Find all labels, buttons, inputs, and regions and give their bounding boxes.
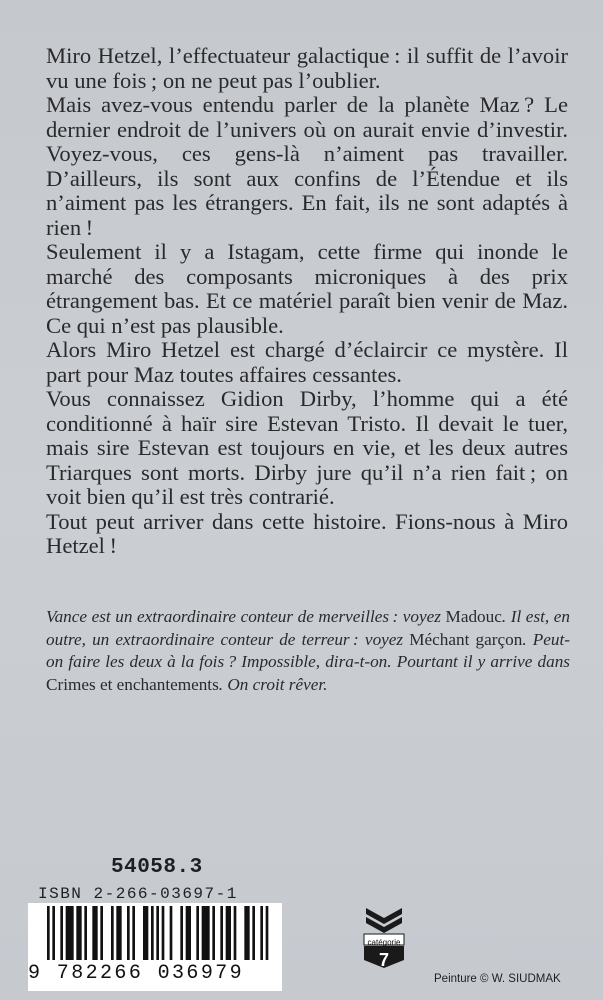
barcode-bar xyxy=(84,906,87,960)
book-title-mechant-garcon: Méchant garçon xyxy=(409,629,523,649)
barcode-bar xyxy=(180,906,183,960)
book-title-madouc: Madouc xyxy=(445,607,502,626)
barcode-bar xyxy=(234,906,237,960)
book-title-crimes-et-enchantements: Crimes et enchantements xyxy=(46,674,219,694)
barcode-bar xyxy=(47,906,50,960)
barcode-bar xyxy=(52,906,55,960)
blurb-paragraph: Mais avez-vous entendu parler de la planète Maz ? Le dernier endroit de l’univers où on aurait envie d’investir. Voyez-vous, ces gens-là n’aiment pas travailler. D’ailleurs, ils sont aux confins de l’Étendue et ils n’aiment pas les étrangers. En fait, ils ne sont adaptés à rien ! xyxy=(46,92,568,240)
barcode-bar xyxy=(66,906,74,960)
barcode-bar xyxy=(244,906,249,960)
barcode-bar xyxy=(132,906,135,960)
barcode-bar xyxy=(143,906,148,960)
barcode-bar xyxy=(76,906,81,960)
barcode-bar xyxy=(92,906,97,960)
review-text: . Il est, en outre, un extraordinaire conteur de terreur : voyez xyxy=(46,607,570,649)
barcode-bar xyxy=(151,906,154,960)
barcode-bar xyxy=(60,906,63,960)
review-text: Vance est un extraordinaire conteur de merveilles : voyez xyxy=(46,607,446,626)
barcode-bar xyxy=(212,906,215,960)
barcode-bar xyxy=(266,906,269,960)
category-number: 7 xyxy=(378,950,389,970)
barcode-bar xyxy=(170,906,173,960)
review-text: . On croit rêver. xyxy=(218,674,328,694)
blurb-paragraph: Alors Miro Hetzel est chargé d’éclaircir ce mystère. Il part pour Maz toutes affaires cessantes. xyxy=(46,337,568,387)
barcode-bar xyxy=(260,906,263,960)
barcode-bar xyxy=(252,906,255,960)
barcode-bar xyxy=(127,906,130,960)
isbn-number: ISBN 2-266-03697-1 xyxy=(38,885,238,903)
review-quote xyxy=(46,606,570,696)
cover-art-credit: Peinture © W. SIUDMAK xyxy=(434,973,561,985)
category-label: catégorie xyxy=(367,938,401,947)
barcode-bar xyxy=(100,906,103,960)
barcode-bar xyxy=(111,906,114,960)
blurb-text xyxy=(46,44,568,559)
barcode-bar xyxy=(202,906,210,960)
barcode-bar xyxy=(186,906,191,960)
blurb-paragraph: Vous connaissez Gidion Dirby, l’homme qui a été conditionné à haïr sire Estevan Tristo. Il devait le tuer, mais sire Estevan est toujours en vie, et les deux autres Triarques sont morts. Dirby jure qu’il n’a rien fait ; on voit bien qu’il est très contrarié. xyxy=(46,386,568,509)
barcode-digits: 9 782266 036979 xyxy=(28,962,245,985)
barcode-bar xyxy=(220,906,223,960)
barcode-bar xyxy=(226,906,231,960)
barcode-bar xyxy=(156,906,159,960)
blurb-paragraph: Miro Hetzel, l’effectuateur galactique : il suffit de l’avoir vu une fois ; on ne peut pas l’oublier. xyxy=(46,43,568,93)
barcode-bar xyxy=(116,906,121,960)
blurb-paragraph: Seulement il y a Istagam, cette firme qui inonde le marché des composants microniques à des prix étrangement bas. Et ce matériel paraît bien venir de Maz. Ce qui n’est pas plausible. xyxy=(46,239,568,338)
review-text: . Peut-on faire les deux à la fois ? Impossible, dira-t-on. Pourtant il y arrive dans xyxy=(46,629,570,671)
blurb-paragraph: Tout peut arriver dans cette histoire. Fions-nous à Miro Hetzel ! xyxy=(46,508,568,558)
catalog-code: 54058.3 xyxy=(111,856,203,879)
barcode-bar xyxy=(196,906,199,960)
barcode-bar xyxy=(162,906,165,960)
barcode xyxy=(47,906,271,960)
